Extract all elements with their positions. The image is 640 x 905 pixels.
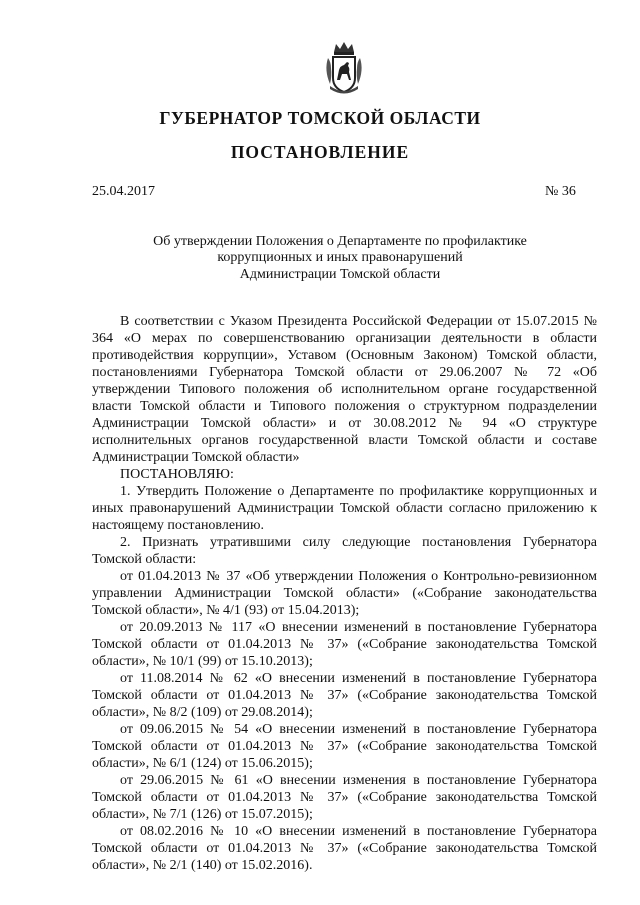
- subject-line: Администрации Томской области: [239, 266, 441, 282]
- document-date: 25.04.2017: [92, 184, 155, 199]
- repealed-act-item: от 09.06.2015 № 54 «О внесении изменений в постановление Губернатора Томской области от 01.04.2013 № 37» («Собрание законодательства Томской области», № 6/1 (124) от 15.06.2015);: [92, 722, 597, 771]
- subject-line: коррупционных и иных правонарушений: [217, 250, 463, 266]
- document-body: [92, 313, 597, 874]
- document-subject: [120, 234, 560, 283]
- repealed-act-item: от 01.04.2013 № 37 «Об утверждении Положения о Контрольно-ревизионном управлении Администрации Томской области» («Собрание законодательства Томской области», № 4/1 (93) от 15.04.2013);: [92, 569, 597, 618]
- item-1-paragraph: 1. Утвердить Положение о Департаменте по профилактике коррупционных и иных правонарушений Администрации Томской области согласно приложению к настоящему постановлению.: [92, 484, 597, 533]
- document-type-heading: ПОСТАНОВЛЕНИЕ: [230, 142, 410, 162]
- repealed-act-item: от 08.02.2016 № 10 «О внесении изменений в постановление Губернатора Томской области от 01.04.2013 № 37» («Собрание законодательства Томской области», № 2/1 (140) от 15.02.2016).: [92, 824, 597, 873]
- subject-line: Об утверждении Положения о Департаменте по профилактике: [153, 234, 527, 249]
- preamble-paragraph: В соответствии с Указом Президента Российской Федерации от 15.07.2015 № 364 «О мерах по совершенствованию организации деятельности в области противодействия коррупции», Уставом (Основным Законом) Томской области, постановлениями Губернатора Томской области от 29.06.2007 № 72 «Об утверждении Типового положения об исполнительном органе государственной власти Томской области и Типового положения о структурном подразделении Администрации Томской области» и от 30.08.2012 № 94 «О структуре исполнительных органов государственной власти Томской области и составе Администрации Томской области»: [92, 314, 597, 465]
- repealed-act-item: от 29.06.2015 № 61 «О внесении изменения в постановление Губернатора Томской области от 01.04.2013 № 37» («Собрание законодательства Томской области», № 7/1 (126) от 15.07.2015);: [92, 773, 597, 822]
- resolve-statement: ПОСТАНОВЛЯЮ:: [120, 467, 234, 482]
- tomsk-region-coat-of-arms-icon: [322, 40, 366, 96]
- item-2-paragraph: 2. Признать утратившими силу следующие постановления Губернатора Томской области:: [92, 535, 597, 567]
- repealed-act-item: от 11.08.2014 № 62 «О внесении изменений в постановление Губернатора Томской области от 01.04.2013 № 37» («Собрание законодательства Томской области», № 8/2 (109) от 29.08.2014);: [92, 671, 597, 720]
- document-number: № 36: [545, 184, 576, 199]
- document-issuer-title: ГУБЕРНАТОР ТОМСКОЙ ОБЛАСТИ: [159, 108, 481, 128]
- repealed-act-item: от 20.09.2013 № 117 «О внесении изменений в постановление Губернатора Томской области от 01.04.2013 № 37» («Собрание законодательства Томской области», № 10/1 (99) от 15.10.2013);: [92, 620, 597, 669]
